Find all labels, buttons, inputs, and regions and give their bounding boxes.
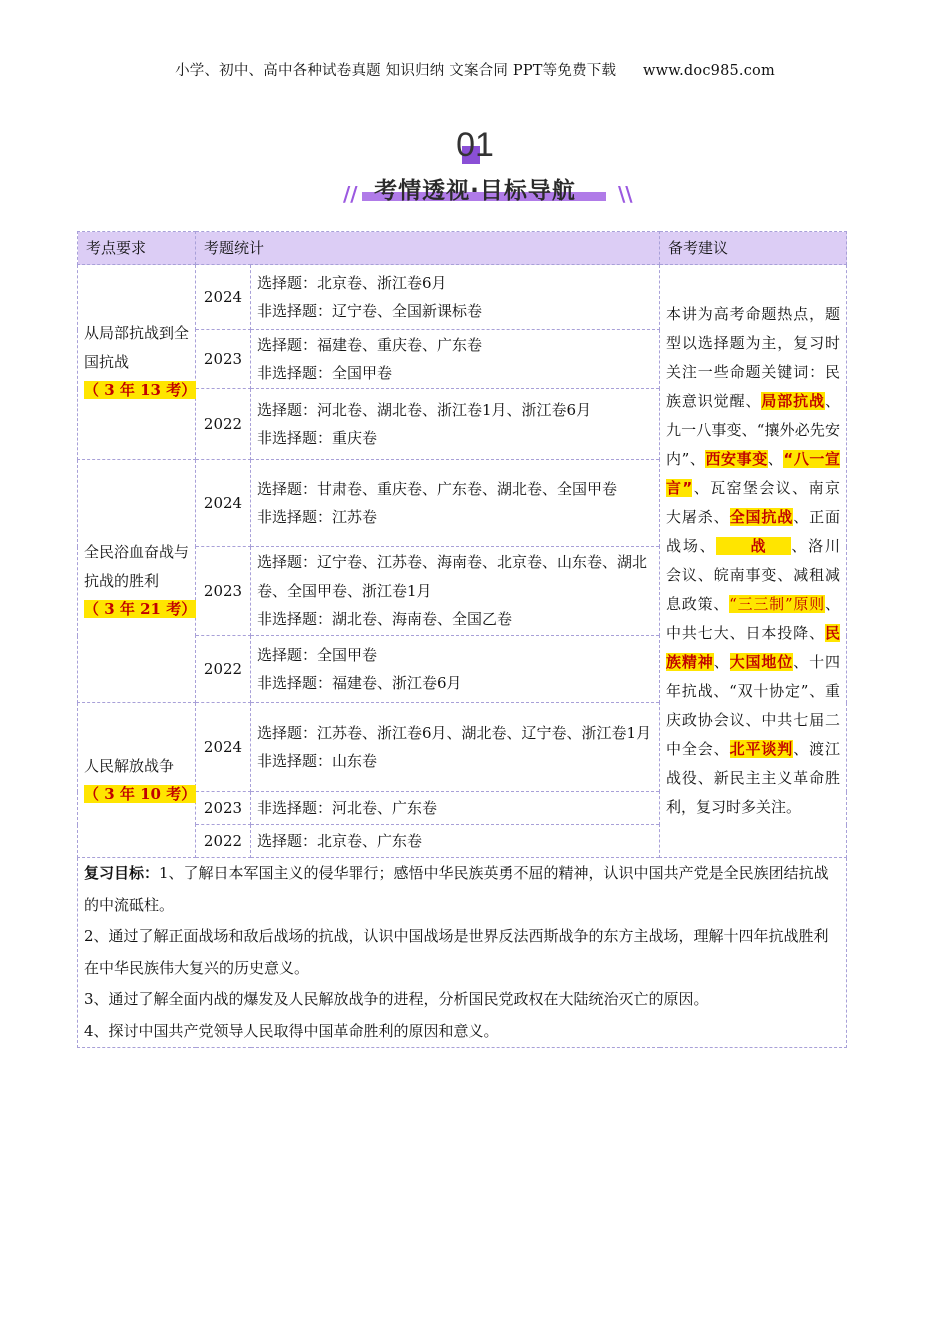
goal-item: 2、通过了解正面战场和敌后战场的抗战，认识中国战场是世界反法西斯战争的东方主战场，理解十四年抗战胜利在中华民族伟大复兴的历史意义。 [84, 927, 829, 977]
section-number-text: 01 [456, 126, 494, 164]
advice-text: 、九一八事变、“攘外必先安内”、 [666, 392, 840, 468]
year-cell: 2024 [196, 265, 251, 330]
question-line: 非选择题：辽宁卷、全国新课标卷 [257, 302, 483, 320]
question-line: 非选择题：山东卷 [257, 752, 378, 770]
year-cell: 2023 [196, 330, 251, 389]
section-title: 考情透视·目标导航 [374, 178, 576, 204]
advice-text: 、 [713, 653, 730, 671]
advice-text: 、渡江战役、新民主主义革命胜利，复习时多关注。 [666, 740, 840, 816]
advice-text: 、中共七大、日本投降、 [666, 595, 840, 642]
advice-text: 本讲为高考命题热点，题型以选择题为主，复习时关注一些命题关键词：民族意识觉醒、 [666, 305, 840, 410]
topic-cell [78, 265, 196, 460]
section-number [0, 126, 950, 165]
question-line: 非选择题：重庆卷 [257, 429, 378, 447]
questions-cell [251, 330, 660, 389]
question-line: 选择题：全国甲卷 [257, 645, 378, 664]
question-line: 选择题：北京卷、广东卷 [257, 831, 423, 850]
topic-cell [78, 460, 196, 703]
table-row [78, 265, 847, 330]
questions-cell [251, 792, 660, 825]
topic-name: 从局部抗战到全国抗战 [84, 324, 190, 371]
year-cell: 2022 [196, 389, 251, 460]
advice-text: 、十四年抗战、“双十协定”、重庆政协会议、中共七届二中全会、 [666, 653, 840, 758]
header-text: 小学、初中、高中各种试卷真题 知识归纳 文案合同 PPT等免费下载 [175, 63, 617, 79]
review-goals-cell [78, 858, 847, 1048]
question-line: 选择题：江苏卷、浙江卷6月、湖北卷、辽宁卷、浙江卷1月 [257, 723, 652, 742]
questions-cell [251, 825, 660, 858]
exam-analysis-table [77, 231, 847, 1048]
left-slash-decoration: // [343, 182, 358, 206]
table-header-row [78, 232, 847, 265]
year-cell: 2024 [196, 703, 251, 792]
question-line: 选择题：河北卷、湖北卷、浙江卷1月、浙江卷6月 [257, 400, 592, 419]
advice-keyword: 北平谈判 [729, 740, 794, 758]
questions-cell [251, 389, 660, 460]
questions-cell [251, 460, 660, 547]
advice-keyword: 战 [716, 537, 791, 555]
advice-keyword: 局部抗战 [761, 392, 825, 410]
question-line: 非选择题：湖北卷、海南卷、全国乙卷 [257, 610, 513, 629]
advice-text: 、正面战场、 [666, 508, 840, 555]
question-line: 选择题：北京卷、浙江卷6月 [257, 273, 447, 292]
question-line: 选择题：辽宁卷、江苏卷、海南卷、北京卷、山东卷、湖北卷、全国甲卷、浙江卷1月 [257, 553, 648, 600]
advice-keyword: “八一宣言” [666, 450, 840, 497]
year-cell: 2024 [196, 460, 251, 547]
goal-item: 3、通过了解全面内战的爆发及人民解放战争的进程，分析国民党政权在大陆统治灭亡的原因。 [84, 990, 709, 1008]
exam-count-badge: （ 3 年 10 考） [84, 785, 197, 803]
right-slash-decoration: \\ [618, 182, 633, 206]
questions-cell [251, 703, 660, 792]
advice-keyword: 全国抗战 [729, 508, 794, 526]
year-cell: 2023 [196, 547, 251, 636]
goals-row [78, 858, 847, 1048]
question-line: 非选择题：全国甲卷 [257, 364, 393, 382]
advice-cell [660, 265, 847, 858]
header-url[interactable]: www.doc985.com [642, 63, 775, 79]
question-line: 非选择题：江苏卷 [257, 508, 378, 526]
advice-keyword: 西安事变 [705, 450, 768, 468]
question-line: 非选择题：福建卷、浙江卷6月 [257, 674, 462, 692]
question-line: 非选择题：河北卷、广东卷 [257, 798, 438, 817]
year-cell: 2022 [196, 636, 251, 703]
section-title-banner [0, 172, 950, 205]
questions-cell [251, 547, 660, 636]
topic-cell [78, 703, 196, 858]
advice-keyword: “三三制”原则 [729, 595, 825, 613]
exam-count-badge: （ 3 年 21 考） [84, 600, 197, 619]
goals-label: 复习目标： [84, 864, 160, 882]
advice-text: 、洛川会议、皖南事变、减租减息政策、 [666, 537, 840, 613]
header-cell-advice: 备考建议 [660, 232, 847, 265]
page-header [0, 59, 950, 80]
year-cell: 2022 [196, 825, 251, 858]
topic-name: 全民浴血奋战与抗战的胜利 [84, 543, 190, 590]
question-line: 选择题：甘肃卷、重庆卷、广东卷、湖北卷、全国甲卷 [257, 479, 618, 498]
year-cell: 2023 [196, 792, 251, 825]
topic-name: 人民解放战争 [84, 756, 175, 775]
questions-cell [251, 636, 660, 703]
question-line: 选择题：福建卷、重庆卷、广东卷 [257, 335, 483, 354]
advice-keyword: 大国地位 [729, 653, 794, 671]
exam-count-badge: （ 3 年 13 考） [84, 381, 197, 400]
advice-text: 、瓦窑堡会议、南京大屠杀、 [666, 479, 840, 526]
goal-item: 1、了解日本军国主义的侵华罪行；感悟中华民族英勇不屈的精神，认识中国共产党是全民族团结抗战的中流砥柱。 [84, 864, 829, 914]
advice-keyword: 民族精神 [666, 624, 840, 671]
goal-item: 4、探讨中国共产党领导人民取得中国革命胜利的原因和意义。 [84, 1021, 499, 1040]
advice-text: 、 [767, 450, 784, 468]
questions-cell [251, 265, 660, 330]
header-cell-statistics: 考题统计 [196, 232, 660, 265]
header-cell-requirement: 考点要求 [78, 232, 196, 265]
